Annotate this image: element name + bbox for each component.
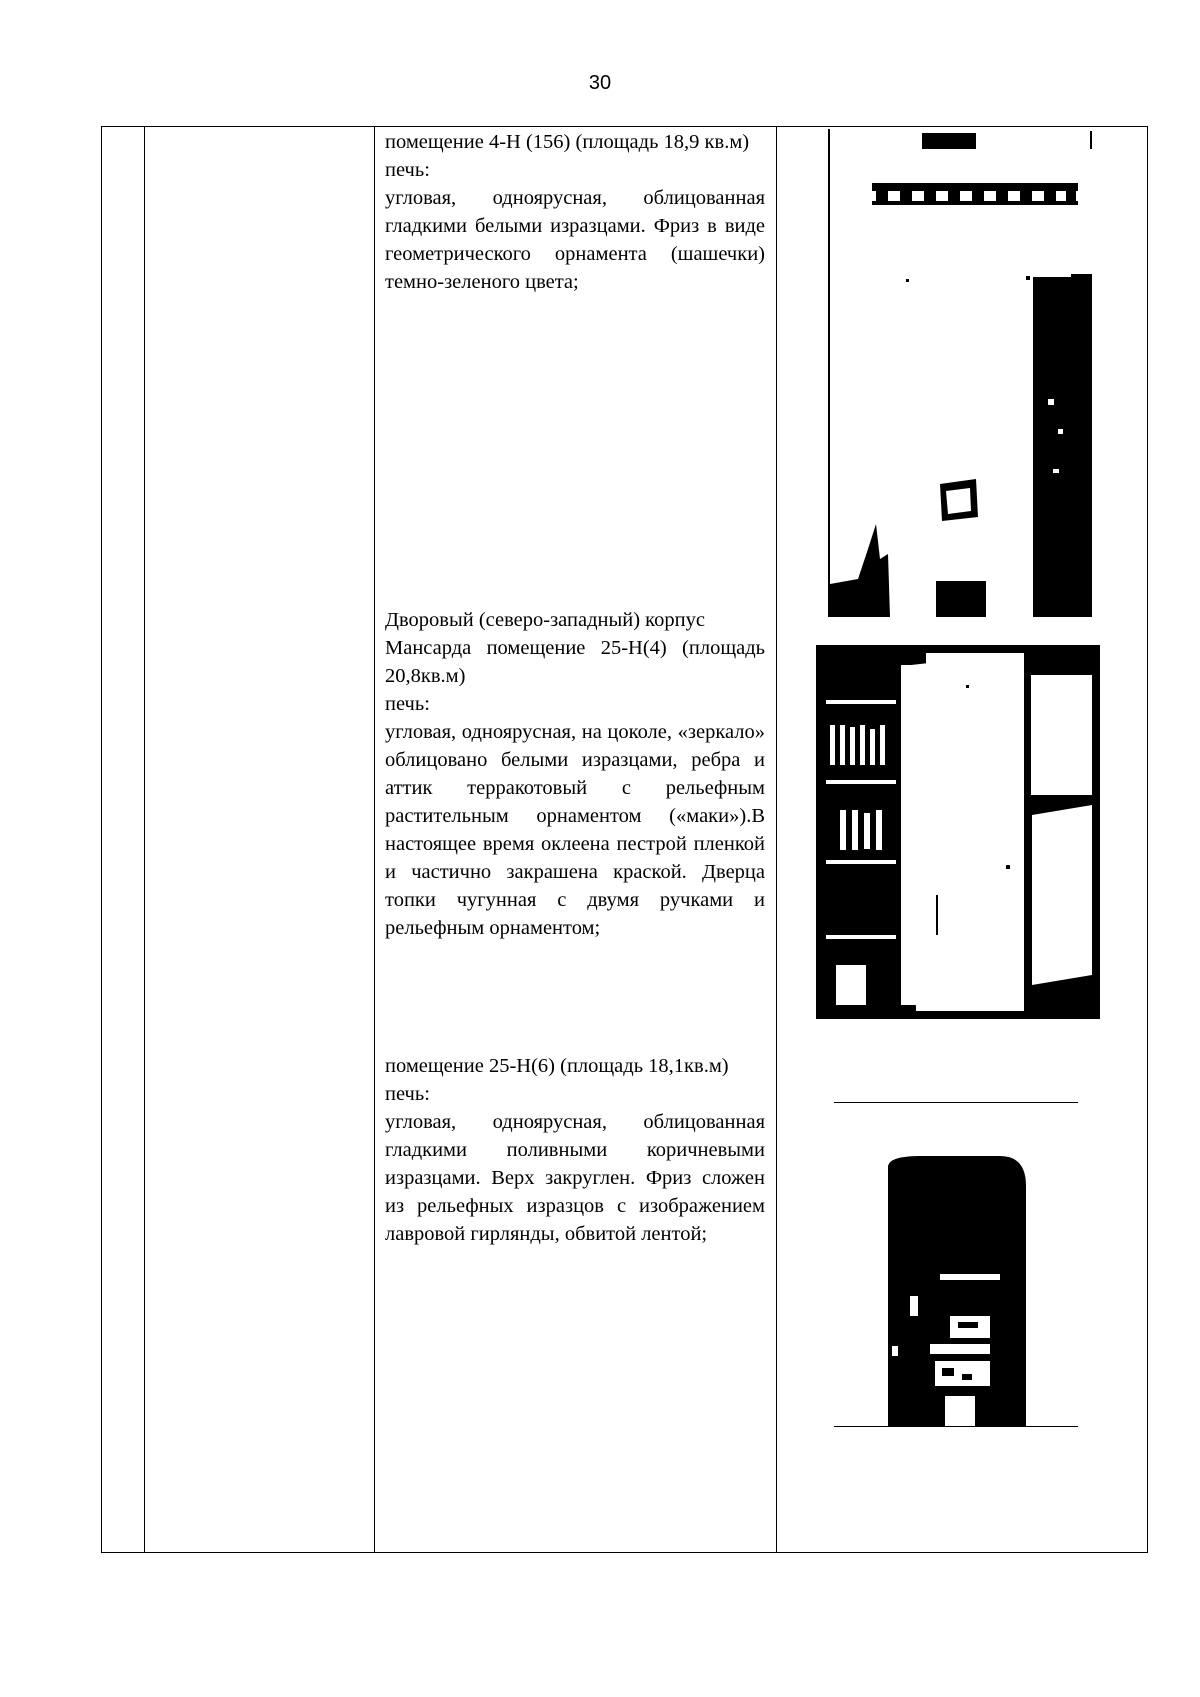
stove-photo-2-image <box>816 645 1100 1019</box>
column-divider-2 <box>374 127 375 1552</box>
stove-description: угловая, одноярусная, на цоколе, «зеркало» облицовано белыми изразцами, ребра и аттик терракотовый с рельефным растительным орнаментом («маки»).В настоящее время оклеена пестрой пленкой и частично закрашена краской. Дверца топки чугунная с двумя ручками и рельефным орнаментом; <box>385 721 765 939</box>
photo-3-bottom-rule <box>834 1426 1078 1427</box>
stove-description: угловая, одноярусная, облицованная гладкими поливными коричневыми изразцами. Верх закруглен. Фриз сложен из рельефных изразцов с изображением лавровой гирлянды, обвитой лентой; <box>385 1111 765 1245</box>
photo-3-top-rule <box>834 1102 1078 1103</box>
room-title: помещение 25-Н(6) (площадь 18,1кв.м) <box>385 1055 729 1077</box>
room-title: Мансарда помещение 25-Н(4) (площадь 20,8кв.м) <box>385 637 765 687</box>
entry-room-25n-4 <box>385 606 765 942</box>
column-divider-3 <box>776 127 777 1552</box>
column-divider-1 <box>144 127 145 1552</box>
stove-label: печь: <box>385 693 430 715</box>
room-title: помещение 4-Н (156) (площадь 18,9 кв.м) <box>385 131 750 153</box>
stove-photo-3 <box>880 1156 1026 1426</box>
stove-photo-3-image <box>880 1156 1026 1426</box>
stove-description: угловая, одноярусная, облицованная гладкими белыми изразцами. Фриз в виде геометрического орнамента (шашечки) темно-зеленого цвета; <box>385 187 765 293</box>
stove-photo-1 <box>828 129 1092 617</box>
stove-label: печь: <box>385 1083 430 1105</box>
entry-room-4n-156 <box>385 128 765 296</box>
entry-room-25n-6 <box>385 1052 765 1248</box>
stove-photo-1-image <box>828 129 1092 617</box>
page-number: 30 <box>588 72 612 94</box>
stove-photo-2 <box>816 645 1100 1019</box>
stove-label: печь: <box>385 159 430 181</box>
building-title: Дворовый (северо-западный) корпус <box>385 609 705 631</box>
